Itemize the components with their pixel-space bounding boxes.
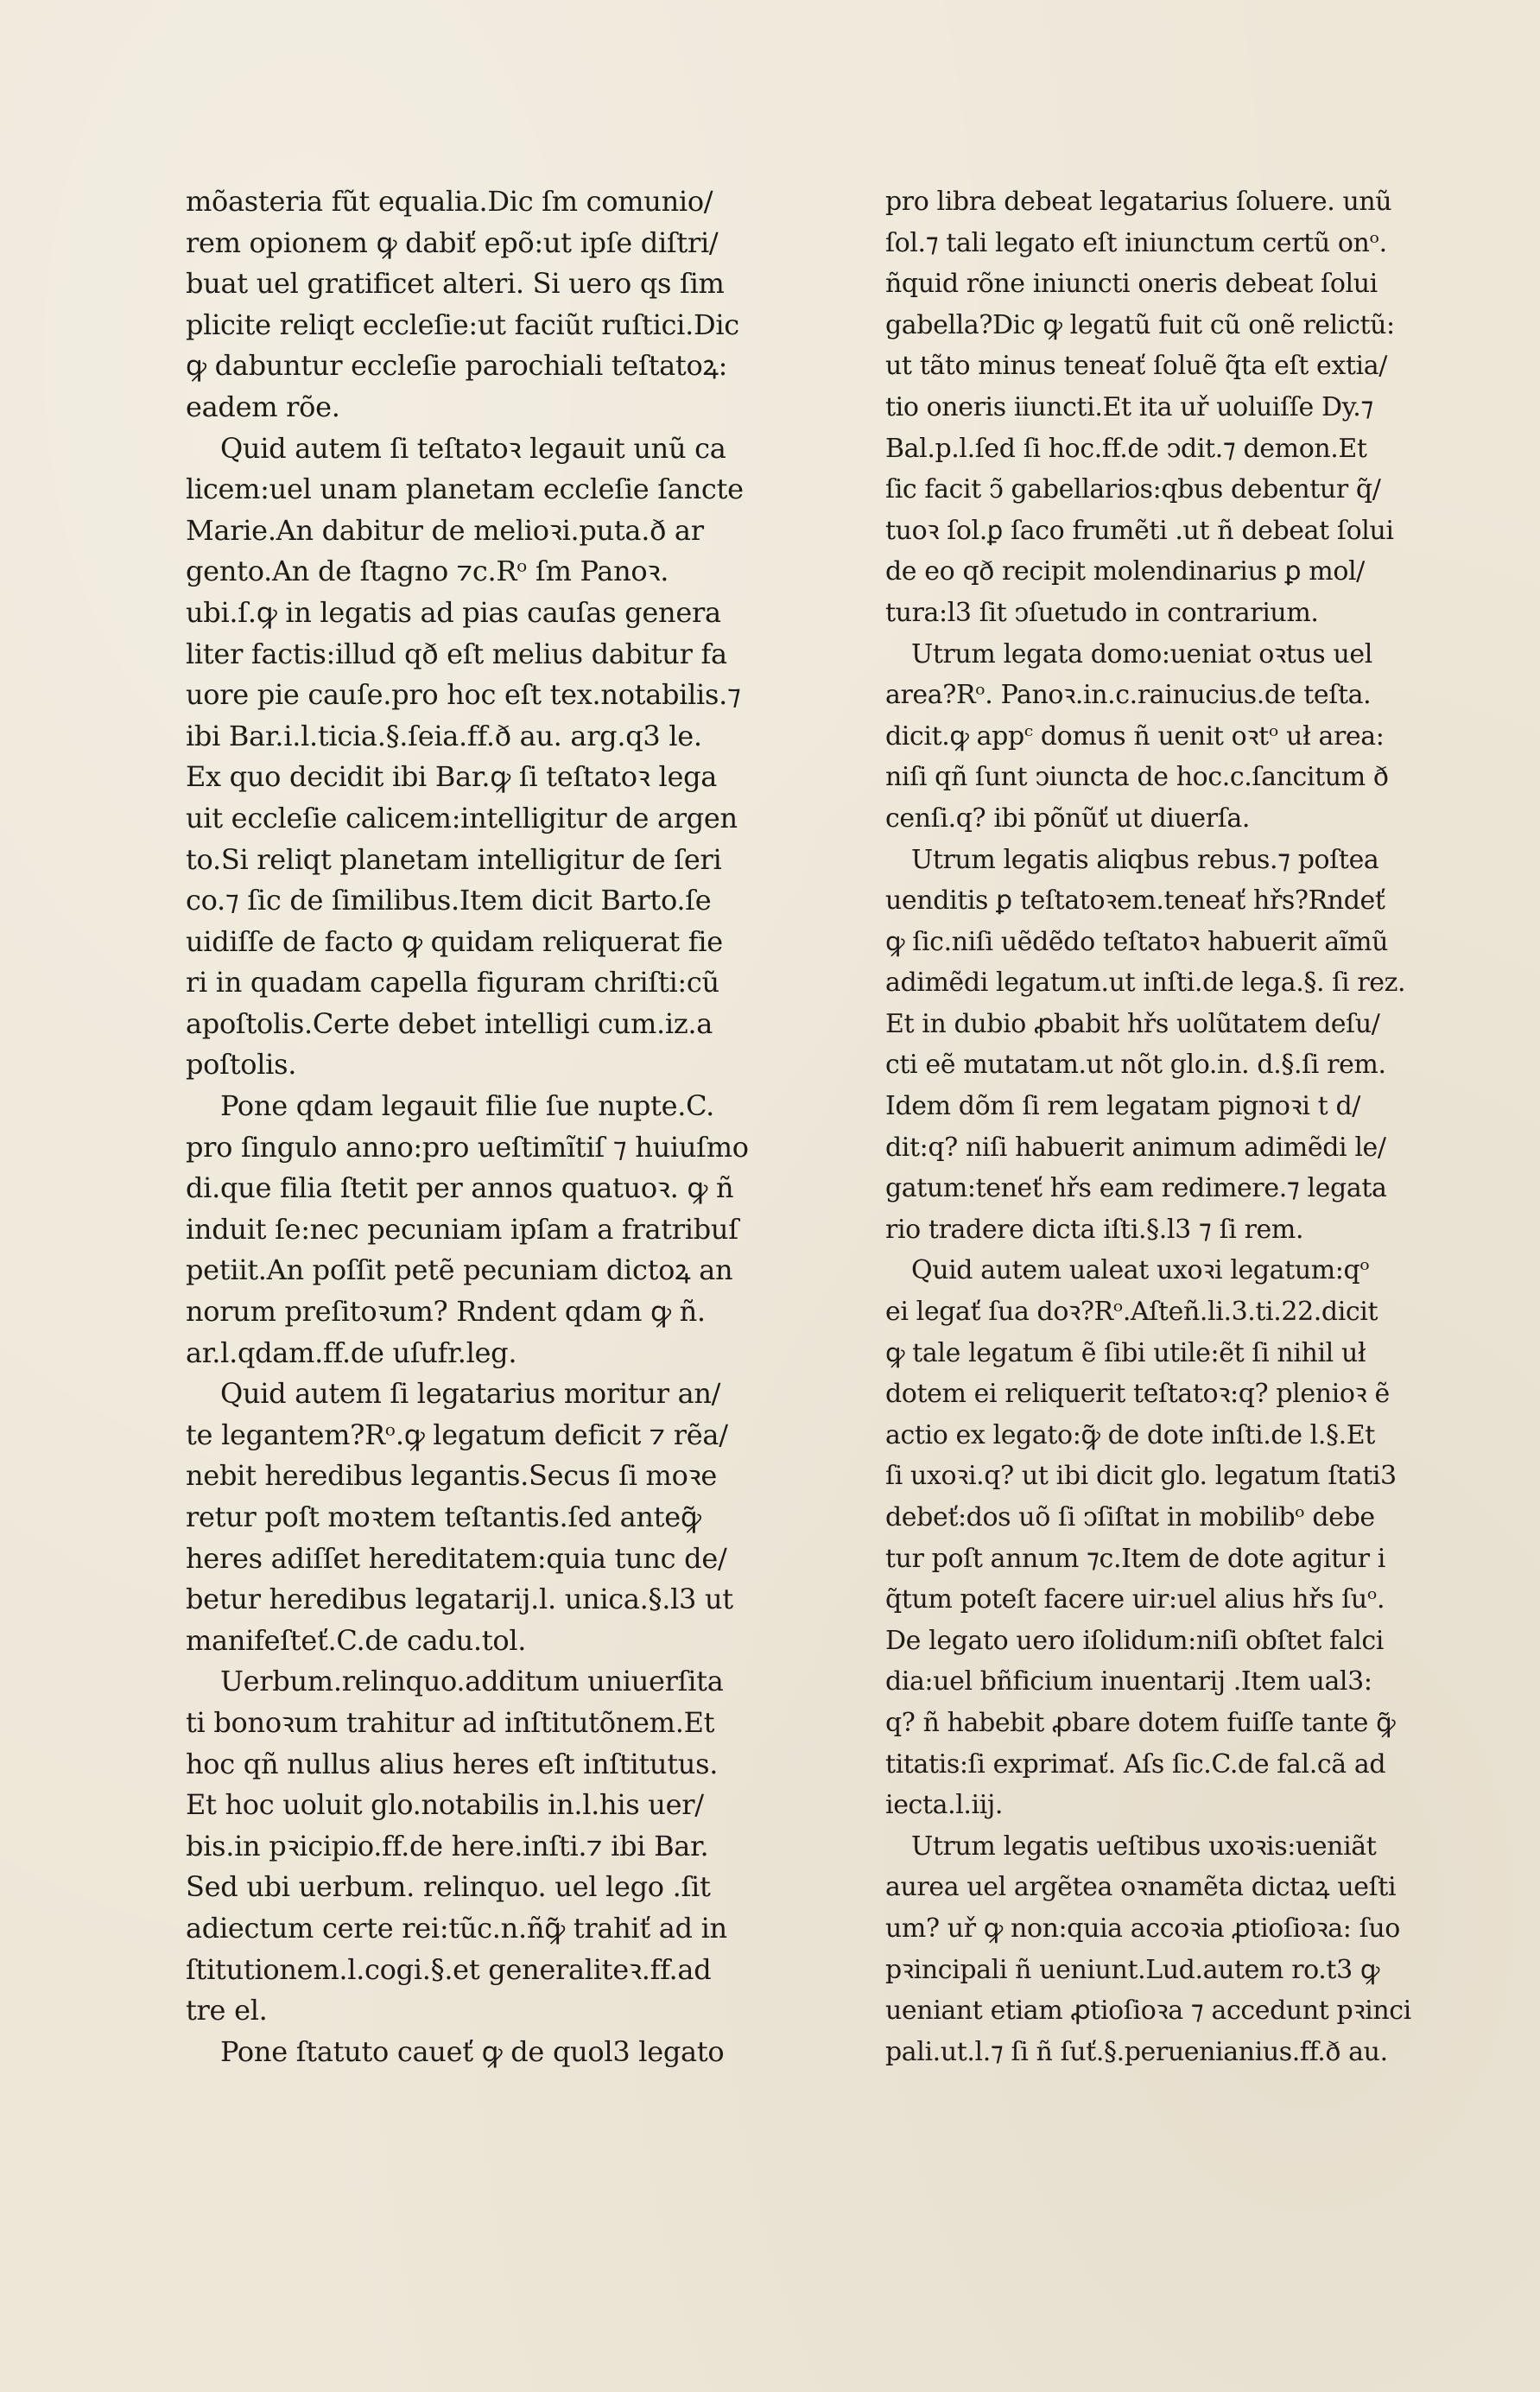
text-line: adimẽdi legatum.ut inſti.de lega.§. ſi rez. xyxy=(885,968,1406,999)
text-line: Utrum legatis ueſtibus uxoꝛis:ueniãt xyxy=(911,1830,1377,1862)
text-line: Quid autem ſi legatarius moritur an/ xyxy=(220,1377,721,1411)
text-line: te legantem?Rᵒ.ꝙ legatum deficit ⁊ rẽa/ xyxy=(186,1418,728,1451)
text-line: apoſtolis.Certe debet intelligi cum.iz.a xyxy=(186,1006,713,1040)
text-line: pꝛincipali ñ ueniunt.Lud.autem ro.t3 ꝙ xyxy=(885,1954,1380,1985)
text-line: rem opionem ꝙ dabiť epõ:ut ipſe diſtri/ xyxy=(186,225,719,259)
text-line: ſol.⁊ tali legato eſt iniunctum certũ onᵒ. xyxy=(885,227,1387,258)
text-line: Sed ubi uerbum. relinquo. uel lego .ſit xyxy=(186,1870,711,1904)
text-line: aurea uel argẽtea oꝛnamẽta dictaꝝ ueſti xyxy=(885,1872,1397,1903)
text-line: Utrum legatis aliqbus rebus.⁊ poſtea xyxy=(911,844,1379,875)
text-line: cti eẽ mutatam.ut nõt glo.in. d.§.ſi rem. xyxy=(885,1050,1386,1081)
text-line: actio ex legato:ꝙ̃ de dote inſti.de l.§.Et xyxy=(885,1419,1375,1450)
text-line: heres adiſſet hereditatem:quia tunc de/ xyxy=(186,1541,727,1575)
text-line: petiit.An poſſit petẽ pecuniam dictoꝝ an xyxy=(186,1253,733,1287)
text-line: uore pie cauſe.pro hoc eſt tex.notabilis.⁊ xyxy=(186,678,741,712)
text-line: ti bonoꝛum trahitur ad inſtitutõnem.Et xyxy=(186,1705,715,1739)
text-line: q̃tum poteſt facere uir:uel alius hřs ſuᵒ. xyxy=(885,1584,1385,1615)
text-line: ibi Bar.i.l.ticia.§.ſeia.ff.ð au. arg.q3 le. xyxy=(186,719,702,752)
text-line: tura:l3 ſit ↄſuetudo in contrarium. xyxy=(885,597,1319,628)
text-line: tuoꝛ ſol.ꝑ ſaco frumẽti .ut ñ debeat ſolui xyxy=(885,515,1394,546)
text-line: Pone ſtatuto caueť ꝙ de quol3 legato xyxy=(220,2034,725,2068)
text-line: dit:q? niſi habuerit animum adimẽdi le/ xyxy=(885,1132,1386,1163)
text-line: pali.ut.l.⁊ ſi ñ ſuť.§.peruenianius.ff.ð au. xyxy=(885,2036,1388,2067)
text-line: Et hoc uoluit glo.notabilis in.l.his uer/ xyxy=(186,1788,704,1822)
text-line: ſtitutionem.l.cogi.§.et generaliteꝛ.ff.ad xyxy=(186,1952,712,1986)
text-line: iecta.l.iij. xyxy=(885,1790,1003,1821)
text-line: q? ñ habebit ꝓbare dotem fuiſſe tante ꝙ̃ xyxy=(885,1707,1396,1738)
text-line: tre el. xyxy=(186,1994,268,2027)
text-line: Bal.p.l.ſed ſi hoc.ff.de ↄdit.⁊ demon.Et xyxy=(885,433,1367,464)
text-line: ar.l.qdam.ff.de uſufr.leg. xyxy=(186,1336,517,1369)
text-line: Uerbum.relinquo.additum uniuerſita xyxy=(220,1665,724,1698)
text-line: hoc qñ nullus alius heres eſt inſtitutus. xyxy=(186,1747,719,1780)
text-line: ubi.ſ.ꝙ in legatis ad pias cauſas genera xyxy=(186,595,721,629)
text-line: pro libra debeat legatarius ſoluere. unũ xyxy=(885,187,1392,217)
text-line: plicite reliqt eccleſie:ut faciũt ruſtici.Dic xyxy=(186,308,739,341)
text-line: gatum:teneť hřs eam redimere.⁊ legata xyxy=(885,1173,1387,1204)
text-line: Quid autem ſi teſtatoꝛ legauit unũ ca xyxy=(220,431,726,465)
left-text-column xyxy=(186,181,844,2072)
text-line: gento.An de ſtagno ⁊c.Rᵒ ſm Panoꝛ. xyxy=(186,555,669,588)
text-line: induit ſe:nec pecuniam ipſam a fratribuſ xyxy=(186,1212,738,1246)
text-line: area?Rᵒ. Panoꝛ.in.c.rainucius.de teſta. xyxy=(885,680,1372,711)
text-line: Utrum legata domo:ueniat oꝛtus uel xyxy=(911,638,1372,669)
right-text-column xyxy=(885,181,1464,2072)
text-line: liter factis:illud qð eſt melius dabitur fa xyxy=(186,637,727,670)
text-line: ri in quadam capella figuram chriſti:cũ xyxy=(186,966,719,999)
text-line: uidiſſe de facto ꝙ quidam reliquerat fie xyxy=(186,924,723,958)
text-line: Idem dõm ſi rem legatam pignoꝛi t d/ xyxy=(885,1091,1360,1122)
text-line: dia:uel bñficium inuentarij .Item ual3: xyxy=(885,1666,1372,1697)
text-line: bis.in pꝛicipio.ff.de here.inſti.⁊ ibi Bar. xyxy=(186,1829,709,1862)
text-line: Pone qdam legauit filie ſue nupte.C. xyxy=(220,1089,714,1123)
text-line: rio tradere dicta iſti.§.l3 ⁊ ſi rem. xyxy=(885,1214,1304,1245)
text-line: Quid autem ualeat uxoꝛi legatum:qᵒ xyxy=(911,1255,1370,1286)
text-line: dotem ei reliquerit teſtatoꝛ:q? plenioꝛ ẽ xyxy=(885,1379,1390,1410)
text-line: ſi uxoꝛi.q? ut ibi dicit glo. legatum ſtati3 xyxy=(885,1461,1397,1492)
text-line: poſtolis. xyxy=(186,1048,297,1082)
text-line: Et in dubio ꝓbabit hřs uolũtatem deſu/ xyxy=(885,1008,1380,1039)
text-line: Marie.An dabitur de melioꝛi.puta.ð ar xyxy=(186,513,704,547)
text-line: adiectum certe rei:tũc.n.ñꝙ̃ trahiť ad in xyxy=(186,1911,727,1945)
text-line: Ex quo decidit ibi Bar.ꝙ ſi teſtatoꝛ lega xyxy=(186,760,718,794)
text-line: norum preſitoꝛum? Rndent qdam ꝙ ñ. xyxy=(186,1295,706,1329)
text-line: to.Si reliqt planetam intelligitur de ſeri xyxy=(186,842,722,876)
text-line: ut tãto minus teneať ſoluẽ q̃ta eſt extia/ xyxy=(885,351,1387,382)
text-line: ñquid rõne iniuncti oneris debeat ſolui xyxy=(885,269,1378,300)
text-line: pro ſingulo anno:pro ueſtimĩtiſ ⁊ huiuſmo xyxy=(186,1130,749,1164)
text-line: gabella?Dic ꝙ legatũ fuit cũ onẽ relictũ: xyxy=(885,309,1395,340)
text-line: eadem rõe. xyxy=(186,390,340,423)
text-line: tur poſt annum ⁊c.Item de dote agitur i xyxy=(885,1543,1385,1574)
text-line: uenditis ꝑ teſtatoꝛem.teneať hřs?Rndeť xyxy=(885,885,1385,917)
text-line: retur poſt moꝛtem teſtantis.ſed anteꝙ̃ xyxy=(186,1501,701,1533)
text-line: niſi qñ ſunt ↄiuncta de hoc.c.ſancitum ð xyxy=(885,762,1389,793)
text-line: tio oneris iiuncti.Et ita uř uoluiſſe Dy.⁊ xyxy=(885,391,1373,422)
text-line: di.que filia ſtetit per annos quatuoꝛ. ꝙ ñ xyxy=(186,1171,734,1205)
text-line: De legato uero iſolidum:niſi obſtet falci xyxy=(885,1625,1384,1656)
text-line: mõasteria fũt equalia.Dic ſm comunio/ xyxy=(186,185,713,218)
text-line: ꝙ ſic.niſi uẽdẽdo teſtatoꝛ habuerit aĩmũ xyxy=(885,926,1389,957)
text-line: dicit.ꝙ appᶜ domus ñ uenit oꝛtᵒ uł area: xyxy=(885,720,1385,752)
text-line: cenſi.q? ibi põnũť ut diuerſa. xyxy=(885,803,1251,834)
text-line: titatis:ſi exprimať. Aſs ſic.C.de fal.cã ad xyxy=(885,1748,1386,1780)
text-line: uit eccleſie calicem:intelligitur de argen xyxy=(186,801,738,834)
text-line: ei legať ſua doꝛ?Rᵒ.Aſteñ.li.3.ti.22.dicit xyxy=(885,1297,1378,1328)
text-line: ueniant etiam ꝓtioſioꝛa ⁊ accedunt pꝛinci xyxy=(885,1995,1411,2027)
text-line: debeť:dos uõ ſi ↄſiſtat in mobilibᵒ debe xyxy=(885,1502,1375,1532)
text-line: ꝙ dabuntur eccleſie parochiali teſtatoꝝ: xyxy=(186,349,728,383)
text-line: de eo qð recipit molendinarius ꝑ mol/ xyxy=(885,556,1365,587)
text-line: um? uř ꝙ non:quia accoꝛia ꝓtioſioꝛa: ſuo xyxy=(885,1913,1400,1944)
text-line: ꝙ tale legatum ẽ ſibi utile:ẽt ſi nihil uł xyxy=(885,1337,1366,1368)
text-line: betur heredibus legatarij.l. unica.§.l3 ut xyxy=(186,1583,733,1616)
text-line: buat uel gratificet alteri. Si uero qs ſim xyxy=(186,267,725,301)
text-line: nebit heredibus legantis.Secus ſi moꝛe xyxy=(186,1459,718,1493)
text-line: licem:uel unam planetam eccleſie ſancte xyxy=(186,473,744,506)
text-line: ſic facit ↄ̃ gabellarios:qbus debentur q̃/ xyxy=(885,474,1381,505)
text-line: manifeſteť.C.de cadu.tol. xyxy=(186,1623,527,1657)
text-line: co.⁊ ſic de ſimilibus.Item dicit Barto.ſe xyxy=(186,884,712,917)
